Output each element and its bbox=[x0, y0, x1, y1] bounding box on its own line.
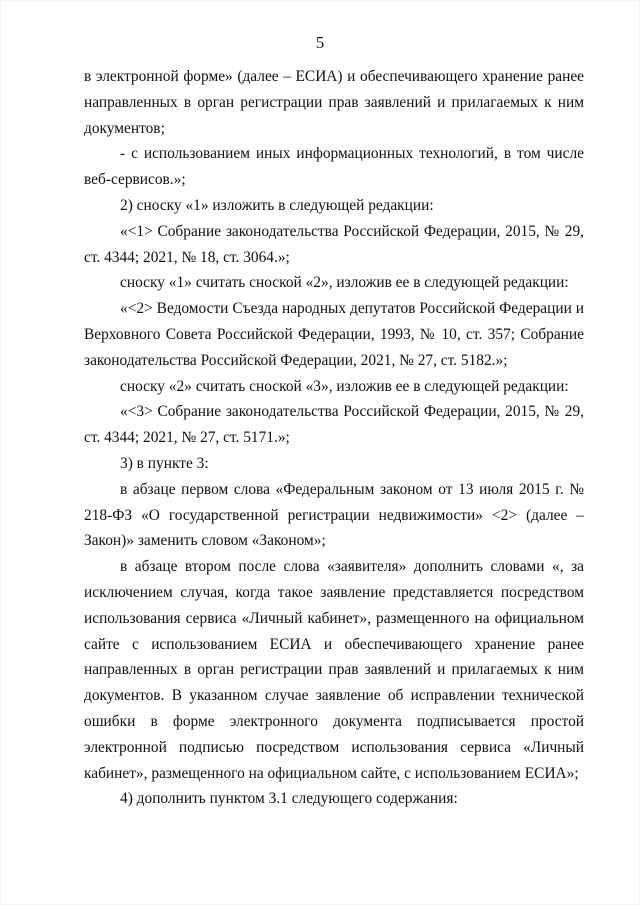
paragraph-item-4: 4) дополнить пунктом 3.1 следующего содержания: bbox=[120, 790, 458, 808]
paragraph-continuation: в электронной форме» (далее – ЕСИА) и обеспечивающего хранение ранее направленных в орган регистрации прав заявлений и прилагаемых к ним документов; bbox=[84, 68, 584, 137]
paragraph-item-3: 3) в пункте 3: bbox=[120, 454, 209, 472]
paragraph-second-abzac: в абзаце втором после слова «заявителя» дополнить словами «, за исключением случая, когда такое заявление представляется посредством использования сервиса «Личный кабинет», размещенного на официальном сайте с использованием ЕСИА и обеспечивающего хранение ранее направленных в орган регистрации прав заявлений и прилагаемых к ним документов. В указанном случае заявление об исправлении технической ошибки в форме электронного документа подписывается простой электронной подписью посредством использования сервиса «Личный кабинет», размещенного на официальном сайте, с использованием ЕСИА»; bbox=[84, 558, 584, 782]
paragraph-first-abzac: в абзаце первом слова «Федеральным законом от 13 июля 2015 г. № 218-ФЗ «О государственной регистрации недвижимости» <2> (далее – Закон)» заменить словом «Законом»; bbox=[84, 480, 584, 550]
paragraph-web-services: - с использованием иных информационных технологий, в том числе веб-сервисов.»; bbox=[84, 145, 584, 189]
document-body bbox=[84, 64, 584, 812]
paragraph-footnote-2-heading: сноску «1» считать сноской «2», изложив ее в следующей редакции: bbox=[120, 274, 569, 292]
paragraph-footnote-1-heading: 2) сноску «1» изложить в следующей редакции: bbox=[120, 196, 434, 214]
paragraph-footnote-3-heading: сноску «2» считать сноской «3», изложив ее в следующей редакции: bbox=[120, 377, 569, 395]
paragraph-footnote-2-text: «<2> Ведомости Съезда народных депутатов Российской Федерации и Верховного Совета Российской Федерации, 1993, № 10, ст. 357; Собрание законодательства Российской Федерации, 2021, № 27, ст. 5182.»; bbox=[84, 300, 584, 369]
paragraph-footnote-3-text: «<3> Собрание законодательства Российской Федерации, 2015, № 29, ст. 4344; 2021, № 27, ст. 5171.»; bbox=[84, 403, 584, 447]
paragraph-footnote-1-text: «<1> Собрание законодательства Российской Федерации, 2015, № 29, ст. 4344; 2021, № 18, ст. 3064.»; bbox=[84, 222, 584, 266]
page-number: 5 bbox=[315, 33, 325, 52]
